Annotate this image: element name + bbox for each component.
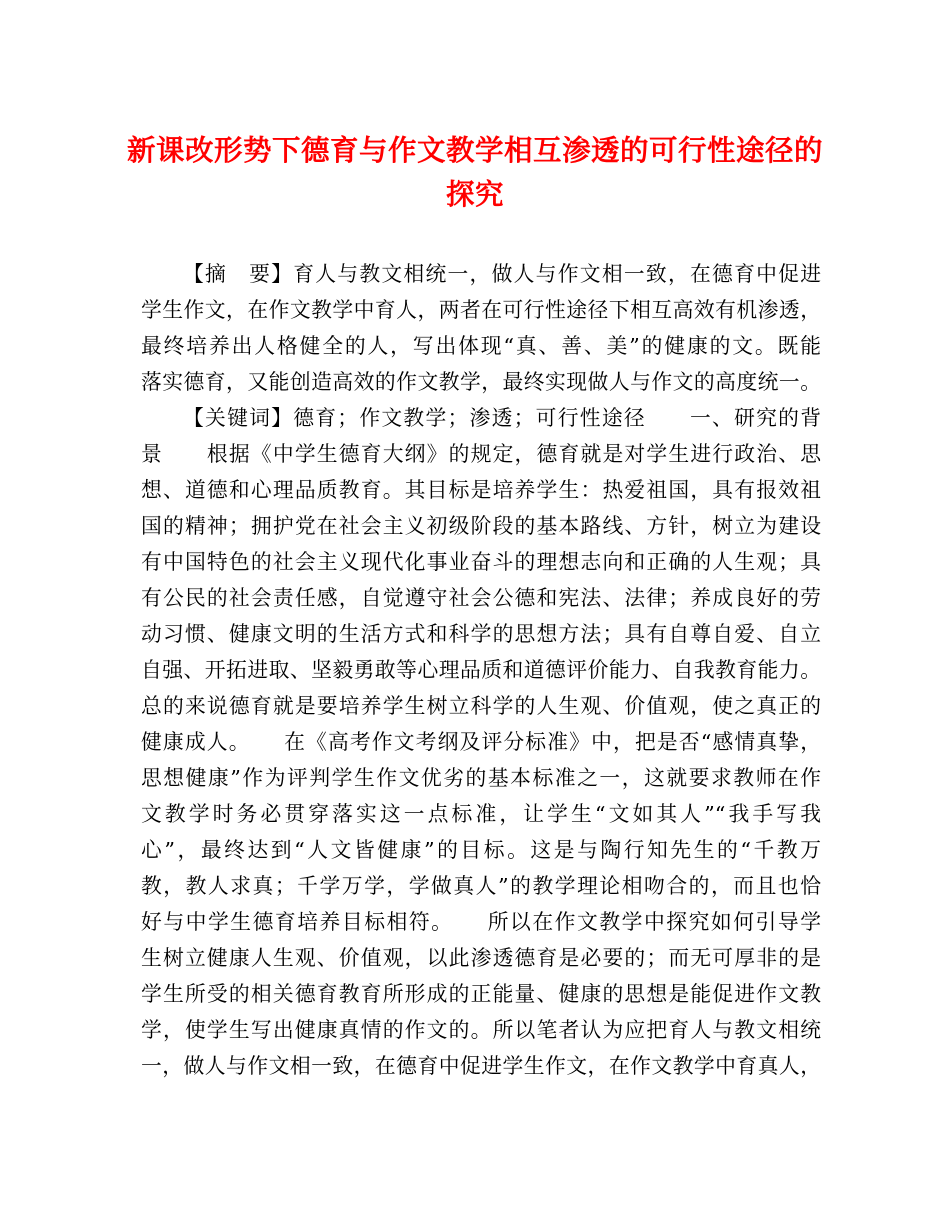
body-line-15: 思想健康”作为评判学生作文优劣的基本标准之一，这就要求教师在作 — [141, 766, 821, 790]
keywords-line-1: 【关键词】德育；作文教学；渗透；可行性途径 一、研究的背 — [183, 406, 821, 430]
abstract-line-2: 学生作文，在作文教学中育人，两者在可行性途径下相互高效有机渗透， — [141, 298, 821, 322]
abstract-line-1: 【摘 要】育人与教文相统一，做人与作文相一致，在德育中促进 — [183, 262, 821, 286]
body-line-17: 心”，最终达到“人文皆健康”的目标。这是与陶行知先生的“千教万 — [141, 838, 821, 862]
body-line-22: 学，使学生写出健康真情的作文的。所以笔者认为应把育人与教文相统 — [141, 1018, 821, 1042]
document-title — [120, 128, 830, 216]
body-line-21: 学生所受的相关德育教育所形成的正能量、健康的思想是能促进作文教 — [141, 982, 821, 1006]
title-line-2: 探究 — [445, 177, 504, 211]
body-line-6: 景 根据《中学生德育大纲》的规定，德育就是对学生进行政治、思 — [141, 442, 821, 466]
body-line-9: 有中国特色的社会主义现代化事业奋斗的理想志向和正确的人生观；具 — [141, 550, 821, 574]
body-line-12: 自强、开拓进取、坚毅勇敢等心理品质和道德评价能力、自我教育能力。 — [141, 658, 821, 682]
body-line-18: 教，教人求真；千学万学，学做真人”的教学理论相吻合的，而且也恰 — [141, 874, 821, 898]
body-line-10: 有公民的社会责任感，自觉遵守社会公德和宪法、法律；养成良好的劳 — [141, 586, 821, 610]
body-line-19: 好与中学生德育培养目标相符。 所以在作文教学中探究如何引导学 — [141, 910, 821, 934]
body-line-23: 一，做人与作文相一致，在德育中促进学生作文，在作文教学中育真人， — [141, 1054, 821, 1078]
body-line-7: 想、道德和心理品质教育。其目标是培养学生：热爱祖国，具有报效祖 — [141, 478, 821, 502]
body-line-14: 健康成人。 在《高考作文考纲及评分标准》中，把是否“感情真挚， — [141, 730, 821, 754]
body-line-11: 动习惯、健康文明的生活方式和科学的思想方法；具有自尊自爱、自立 — [141, 622, 821, 646]
abstract-line-3: 最终培养出人格健全的人，写出体现“真、善、美”的健康的文。既能 — [141, 334, 821, 358]
abstract-line-4: 落实德育，又能创造高效的作文教学，最终实现做人与作文的高度统一。 — [141, 370, 821, 394]
body-line-16: 文教学时务必贯穿落实这一点标准，让学生“文如其人”“我手写我 — [141, 802, 821, 826]
body-line-20: 生树立健康人生观、价值观，以此渗透德育是必要的；而无可厚非的是 — [141, 946, 821, 970]
body-line-8: 国的精神；拥护党在社会主义初级阶段的基本路线、方针，树立为建设 — [141, 514, 821, 538]
body-line-13: 总的来说德育就是要培养学生树立科学的人生观、价值观，使之真正的 — [141, 694, 821, 718]
title-line-1: 新课改形势下德育与作文教学相互渗透的可行性途径的 — [126, 133, 823, 167]
